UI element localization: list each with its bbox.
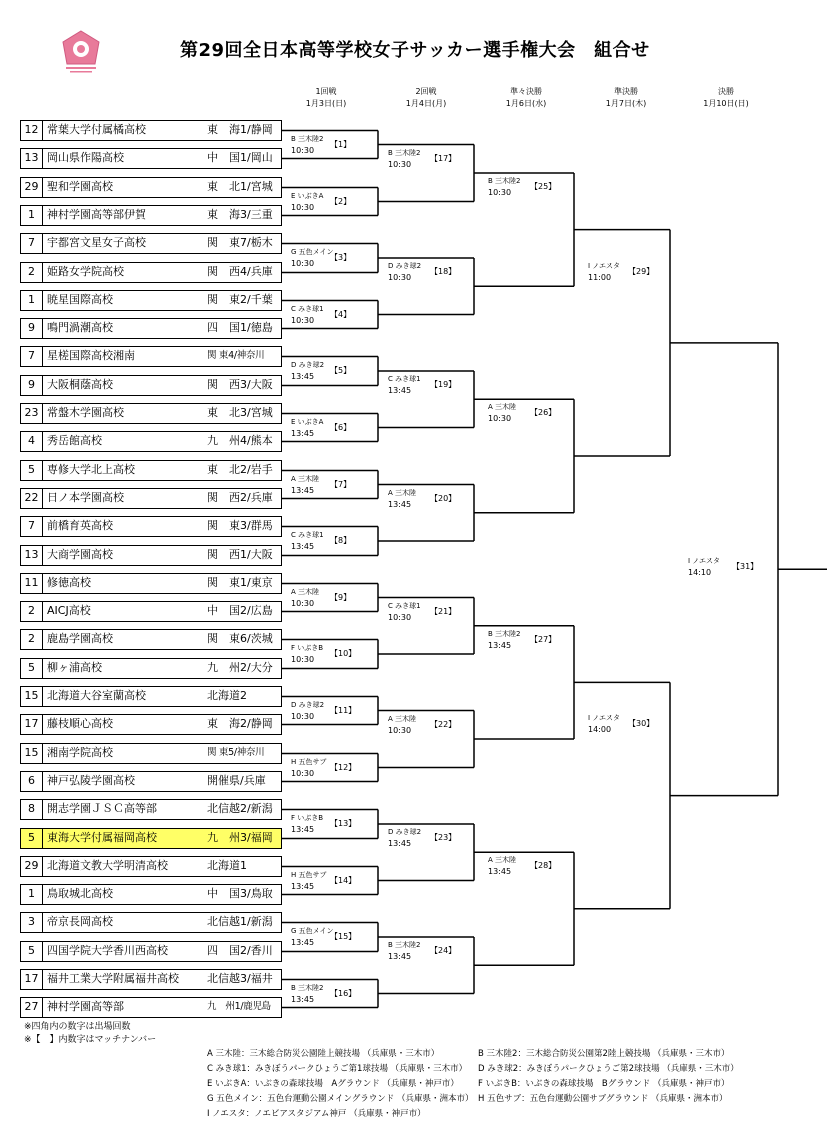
- match-time: 13:45: [291, 994, 315, 1004]
- appearance-count: 6: [21, 772, 43, 791]
- team-name: 開志学園ＪＳＣ高等部: [47, 802, 157, 815]
- team-name: 常葉大学付属橘高校: [47, 123, 146, 136]
- match-venue: B 三木陸2: [388, 941, 421, 949]
- match-time: 13:45: [388, 386, 412, 395]
- team-row: [20, 686, 282, 707]
- match-venue: A 三木陸: [488, 856, 517, 865]
- team-name: 暁星国際高校: [47, 293, 113, 306]
- team-name: 宇都宮文星女子高校: [47, 236, 146, 249]
- match-number: 【15】: [330, 931, 357, 941]
- match-time: 13:45: [291, 371, 315, 381]
- team-region: 北信越3/福井: [207, 972, 273, 985]
- team-name: 秀岳館高校: [47, 434, 102, 447]
- team-region: 関 西4/兵庫: [207, 265, 273, 278]
- match-venue: D みき球2: [291, 700, 325, 709]
- team-row: [20, 997, 282, 1018]
- match-info: [388, 826, 421, 850]
- match-venue: A 三木陸: [291, 474, 320, 483]
- match-info: [291, 586, 319, 610]
- team-name: 常盤木学園高校: [47, 406, 124, 419]
- match-info: [388, 487, 416, 511]
- team-row: [20, 573, 282, 594]
- team-row: [20, 205, 282, 226]
- match-time: 10:30: [388, 725, 412, 735]
- venue-legend-item: D みき球2：みきぼうパークひょうご第2球技場 （兵庫県・三木市）: [478, 1064, 739, 1074]
- team-region: 東 北2/岩手: [207, 463, 273, 476]
- team-row: [20, 743, 282, 764]
- match-time: 14:00: [588, 725, 612, 735]
- team-region: 関 西2/兵庫: [207, 491, 273, 504]
- match-number: 【17】: [430, 153, 457, 163]
- round-date: 1月7日(木): [605, 99, 647, 108]
- match-time: 13:45: [291, 485, 315, 495]
- team-row: [20, 601, 282, 622]
- match-number: 【14】: [330, 875, 357, 885]
- match-number: 【7】: [330, 479, 352, 489]
- note-appearance-count: ※四角内の数字は出場回数: [24, 1022, 131, 1032]
- team-region: 九 州3/福岡: [207, 831, 273, 844]
- appearance-count: 5: [21, 659, 43, 678]
- team-name: 福井工業大学附属福井高校: [47, 972, 179, 985]
- team-name: 神村学園高等部: [47, 1000, 124, 1013]
- match-number: 【24】: [430, 946, 457, 955]
- match-info: [291, 416, 323, 440]
- match-info: [388, 147, 420, 171]
- team-row: [20, 233, 282, 254]
- round-label: 準々決勝: [510, 87, 542, 96]
- team-row: [20, 714, 282, 735]
- team-name: 岡山県作陽高校: [47, 151, 124, 164]
- match-info: [388, 373, 421, 397]
- venue-legend-item: B 三木陸2：三木総合防災公園第2陸上競技場 （兵庫県・三木市）: [478, 1049, 730, 1059]
- team-name: 専修大学北上高校: [47, 463, 135, 476]
- venue-legend-item: E いぶきA：いぶきの森球技場 Aグラウンド （兵庫県・神戸市）: [207, 1079, 459, 1089]
- venue-legend-item: F いぶきB：いぶきの森球技場 Bグラウンド （兵庫県・神戸市）: [478, 1079, 730, 1089]
- team-region: 関 東3/群馬: [207, 519, 273, 532]
- page-title: 第29回全日本高等学校女子サッカー選手権大会 組合せ: [180, 40, 650, 61]
- match-info: [388, 600, 421, 624]
- match-venue: D みき球2: [388, 828, 422, 836]
- team-name: 東海大学付属福岡高校: [47, 831, 157, 844]
- team-region: 東 北1/宮城: [207, 180, 273, 193]
- team-row: [20, 941, 282, 962]
- match-venue: H 五色サブ: [291, 870, 327, 879]
- appearance-count: 1: [21, 206, 43, 225]
- match-number: 【8】: [330, 535, 352, 545]
- appearance-count: 12: [21, 121, 43, 140]
- match-info: [388, 939, 420, 963]
- match-time: 10:30: [388, 273, 412, 282]
- match-number: 【11】: [330, 705, 357, 715]
- round-label: 決勝: [718, 87, 734, 96]
- match-time: 13:45: [388, 839, 412, 848]
- match-info: [291, 190, 323, 214]
- team-name: 日ノ本学園高校: [47, 491, 124, 504]
- venue-legend-item: H 五色サブ：五色台運動公園サブグラウンド （兵庫県・洲本市）: [478, 1094, 728, 1104]
- match-time: 13:45: [388, 952, 412, 961]
- team-name: 北海道文教大学明清高校: [47, 859, 168, 872]
- match-venue: F いぶきB: [291, 813, 324, 822]
- round-label: 1回戦: [315, 87, 337, 96]
- match-number: 【23】: [430, 833, 457, 842]
- team-row: [20, 629, 282, 650]
- match-number: 【31】: [732, 562, 759, 572]
- match-venue: E いぶきA: [291, 417, 324, 426]
- appearance-count: 5: [21, 461, 43, 480]
- match-venue: C みき球1: [291, 530, 324, 539]
- match-time: 13:45: [291, 937, 315, 947]
- appearance-count: 7: [21, 347, 43, 366]
- team-name: 大阪桐蔭高校: [47, 378, 113, 391]
- match-venue: I ノエスタ: [688, 557, 720, 566]
- appearance-count: 2: [21, 630, 43, 649]
- match-time: 13:45: [291, 541, 315, 551]
- team-row: [20, 488, 282, 509]
- match-info: [291, 756, 327, 780]
- team-row: [20, 545, 282, 566]
- team-region: 関 西1/大阪: [207, 548, 273, 561]
- match-time: 13:45: [388, 499, 412, 509]
- team-region: 関 東7/栃木: [207, 236, 273, 249]
- match-time: 13:45: [488, 867, 512, 877]
- appearance-count: 7: [21, 234, 43, 253]
- appearance-count: 7: [21, 517, 43, 536]
- match-venue: B 三木陸2: [488, 629, 521, 638]
- match-info: [488, 175, 520, 199]
- team-name: 帝京長岡高校: [47, 915, 113, 928]
- appearance-count: 27: [21, 998, 43, 1017]
- appearance-count: 13: [21, 546, 43, 565]
- venue-legend-item: G 五色メイン：五色台運動公園メイングラウンド （兵庫県・洲本市）: [207, 1094, 474, 1104]
- team-row: [20, 516, 282, 537]
- team-row: [20, 346, 282, 367]
- team-name: 神村学園高等部伊賀: [47, 208, 146, 221]
- match-venue: B 三木陸2: [291, 134, 324, 143]
- match-number: 【6】: [330, 422, 352, 432]
- team-name: 鹿島学園高校: [47, 632, 113, 645]
- match-venue: B 三木陸2: [488, 177, 521, 185]
- team-row: [20, 460, 282, 481]
- appearance-count: 29: [21, 178, 43, 197]
- team-row: [20, 431, 282, 452]
- team-name: 藤枝順心高校: [47, 717, 113, 730]
- appearance-count: 5: [21, 829, 43, 848]
- match-time: 10:30: [488, 414, 512, 424]
- team-region: 関 東2/千葉: [207, 293, 273, 306]
- team-row: [20, 658, 282, 679]
- team-region: 東 海2/静岡: [207, 717, 273, 730]
- team-region: 北海道1: [207, 859, 247, 872]
- match-venue: B 三木陸2: [388, 148, 421, 157]
- match-venue: C みき球1: [291, 304, 324, 313]
- match-time: 11:00: [588, 272, 612, 282]
- appearance-count: 15: [21, 687, 43, 706]
- round-date: 1月4日(月): [405, 99, 447, 108]
- team-region: 開催県/兵庫: [207, 774, 266, 787]
- match-number: 【22】: [430, 719, 457, 729]
- match-time: 10:30: [291, 258, 315, 268]
- match-number: 【2】: [330, 196, 352, 206]
- team-region: 東 北3/宮城: [207, 406, 273, 419]
- match-info: [291, 133, 323, 157]
- match-venue: C みき球1: [388, 601, 421, 610]
- team-name: 柳ヶ浦高校: [47, 661, 102, 674]
- match-info: [291, 812, 323, 836]
- match-number: 【20】: [430, 493, 457, 503]
- team-name: 星槎国際高校湘南: [47, 349, 135, 362]
- round-label: 準決勝: [614, 87, 638, 96]
- appearance-count: 9: [21, 319, 43, 338]
- match-time: 13:45: [488, 640, 512, 650]
- team-name: 大商学園高校: [47, 548, 113, 561]
- match-time: 10:30: [291, 202, 315, 212]
- team-region: 九 州1/鹿児島: [207, 1001, 271, 1012]
- match-number: 【29】: [628, 266, 655, 276]
- team-row: [20, 120, 282, 141]
- match-info: [291, 529, 324, 553]
- match-number: 【28】: [530, 861, 557, 871]
- team-row: [20, 969, 282, 990]
- team-name: 四国学院大学香川西高校: [47, 944, 168, 957]
- match-time: 10:30: [388, 159, 412, 169]
- match-info: [588, 260, 620, 284]
- team-region: 東 海1/静岡: [207, 123, 273, 136]
- match-info: [291, 699, 324, 723]
- team-name: 北海道大谷室蘭高校: [47, 689, 146, 702]
- team-name: 聖和学園高校: [47, 180, 113, 193]
- team-region: 関 東6/茨城: [207, 632, 273, 645]
- team-region: 九 州4/熊本: [207, 434, 273, 447]
- venue-legend-item: C みき球1：みきぼうパークひょうご第1球技場 （兵庫県・三木市）: [207, 1064, 468, 1074]
- match-info: [388, 260, 421, 284]
- team-region: 九 州2/大分: [207, 661, 273, 674]
- venue-legend-item: A 三木陸：三木総合防災公園陸上競技場 （兵庫県・三木市）: [207, 1049, 440, 1059]
- match-number: 【26】: [530, 408, 557, 418]
- match-venue: H 五色サブ: [291, 757, 327, 766]
- match-venue: A 三木陸: [388, 488, 417, 497]
- match-number: 【9】: [330, 592, 352, 602]
- team-row: [20, 177, 282, 198]
- appearance-count: 15: [21, 744, 43, 763]
- team-name: 鳥取城北高校: [47, 887, 113, 900]
- appearance-count: 1: [21, 291, 43, 310]
- match-info: [388, 713, 416, 737]
- match-venue: I ノエスタ: [588, 261, 620, 270]
- match-venue: D みき球2: [291, 360, 325, 369]
- appearance-count: 5: [21, 942, 43, 961]
- match-time: 14:10: [688, 568, 712, 578]
- match-number: 【25】: [530, 182, 557, 191]
- match-venue: D みき球2: [388, 262, 422, 270]
- match-number: 【13】: [330, 818, 357, 828]
- team-name: 修徳高校: [47, 576, 91, 589]
- match-time: 10:30: [388, 612, 412, 622]
- match-number: 【18】: [430, 267, 457, 276]
- match-venue: I ノエスタ: [588, 714, 620, 723]
- appearance-count: 17: [21, 715, 43, 734]
- match-time: 10:30: [291, 654, 315, 664]
- match-number: 【5】: [330, 365, 352, 375]
- appearance-count: 13: [21, 149, 43, 168]
- match-time: 10:30: [488, 188, 512, 197]
- team-row: [20, 799, 282, 820]
- match-info: [291, 473, 319, 497]
- appearance-count: 9: [21, 376, 43, 395]
- team-region: 中 国2/広島: [207, 604, 273, 617]
- team-region: 北信越2/新潟: [207, 802, 273, 815]
- team-row: [20, 912, 282, 933]
- match-info: [488, 628, 520, 652]
- team-region: 中 国3/鳥取: [207, 887, 273, 900]
- match-time: 10:30: [291, 145, 315, 155]
- match-info: [291, 869, 327, 893]
- match-time: 10:30: [291, 598, 315, 608]
- match-number: 【3】: [330, 252, 352, 262]
- round-date: 1月3日(日): [305, 99, 347, 108]
- match-info: [291, 925, 334, 949]
- team-name: 前橋育英高校: [47, 519, 113, 532]
- note-match-number: ※【 】内数字はマッチナンバー: [24, 1035, 157, 1045]
- team-name: AICJ高校: [47, 604, 91, 617]
- appearance-count: 17: [21, 970, 43, 989]
- team-region: 北海道2: [207, 689, 247, 702]
- match-time: 10:30: [291, 711, 315, 721]
- venue-legend-item: I ノエスタ：ノエビアスタジアム神戸 （兵庫県・神戸市）: [207, 1109, 426, 1119]
- match-venue: A 三木陸: [388, 714, 417, 723]
- team-row: [20, 771, 282, 792]
- match-number: 【30】: [628, 719, 655, 729]
- match-info: [488, 854, 516, 878]
- team-region: 中 国1/岡山: [207, 151, 273, 164]
- match-info: [291, 982, 323, 1006]
- round-date: 1月6日(水): [505, 99, 547, 108]
- match-time: 13:45: [291, 428, 315, 438]
- team-region: 関 西3/大阪: [207, 378, 273, 391]
- match-info: [588, 712, 620, 736]
- team-row: [20, 884, 282, 905]
- match-number: 【4】: [330, 309, 352, 319]
- match-number: 【19】: [430, 380, 457, 389]
- match-number: 【10】: [330, 648, 357, 658]
- match-venue: C みき球1: [388, 375, 421, 383]
- match-info: [291, 359, 324, 383]
- team-region: 北信越1/新潟: [207, 915, 273, 928]
- match-info: [291, 303, 324, 327]
- round-date: 1月10日(日): [703, 99, 749, 108]
- team-row: [20, 262, 282, 283]
- match-venue: B 三木陸2: [291, 983, 324, 992]
- team-region: 東 海3/三重: [207, 208, 273, 221]
- match-time: 13:45: [291, 881, 315, 891]
- appearance-count: 29: [21, 857, 43, 876]
- appearance-count: 11: [21, 574, 43, 593]
- team-region: 関 東5/神奈川: [207, 747, 265, 758]
- match-info: [688, 555, 720, 579]
- match-venue: G 五色メイン: [291, 926, 334, 935]
- team-name: 湘南学院高校: [47, 746, 113, 759]
- appearance-count: 2: [21, 263, 43, 282]
- team-name: 鳴門渦潮高校: [47, 321, 113, 334]
- team-row: [20, 856, 282, 877]
- match-number: 【16】: [330, 988, 357, 998]
- appearance-count: 1: [21, 885, 43, 904]
- team-name: 姫路女学院高校: [47, 265, 124, 278]
- match-venue: E いぶきA: [291, 191, 324, 200]
- match-number: 【12】: [330, 762, 357, 772]
- team-region: 関 東4/神奈川: [207, 350, 265, 361]
- team-row: [20, 403, 282, 424]
- appearance-count: 3: [21, 913, 43, 932]
- match-number: 【21】: [430, 606, 457, 616]
- appearance-count: 2: [21, 602, 43, 621]
- team-row: [20, 375, 282, 396]
- team-name: 神戸弘陵学園高校: [47, 774, 135, 787]
- team-row: [20, 318, 282, 339]
- appearance-count: 23: [21, 404, 43, 423]
- match-info: [291, 642, 323, 666]
- appearance-count: 8: [21, 800, 43, 819]
- match-venue: G 五色メイン: [291, 247, 334, 256]
- team-row: [20, 148, 282, 169]
- round-label: 2回戦: [415, 87, 437, 96]
- team-row: [20, 828, 282, 849]
- match-number: 【1】: [330, 139, 352, 149]
- match-number: 【27】: [530, 634, 557, 644]
- match-venue: A 三木陸: [488, 403, 517, 412]
- match-time: 10:30: [291, 768, 315, 778]
- team-region: 四 国1/徳島: [207, 321, 273, 334]
- match-info: [291, 246, 334, 270]
- match-venue: A 三木陸: [291, 587, 320, 596]
- match-venue: F いぶきB: [291, 643, 324, 652]
- match-info: [488, 401, 516, 425]
- appearance-count: 4: [21, 432, 43, 451]
- team-row: [20, 290, 282, 311]
- match-time: 13:45: [291, 824, 315, 834]
- appearance-count: 22: [21, 489, 43, 508]
- team-region: 四 国2/香川: [207, 944, 273, 957]
- team-region: 関 東1/東京: [207, 576, 273, 589]
- match-time: 10:30: [291, 315, 315, 325]
